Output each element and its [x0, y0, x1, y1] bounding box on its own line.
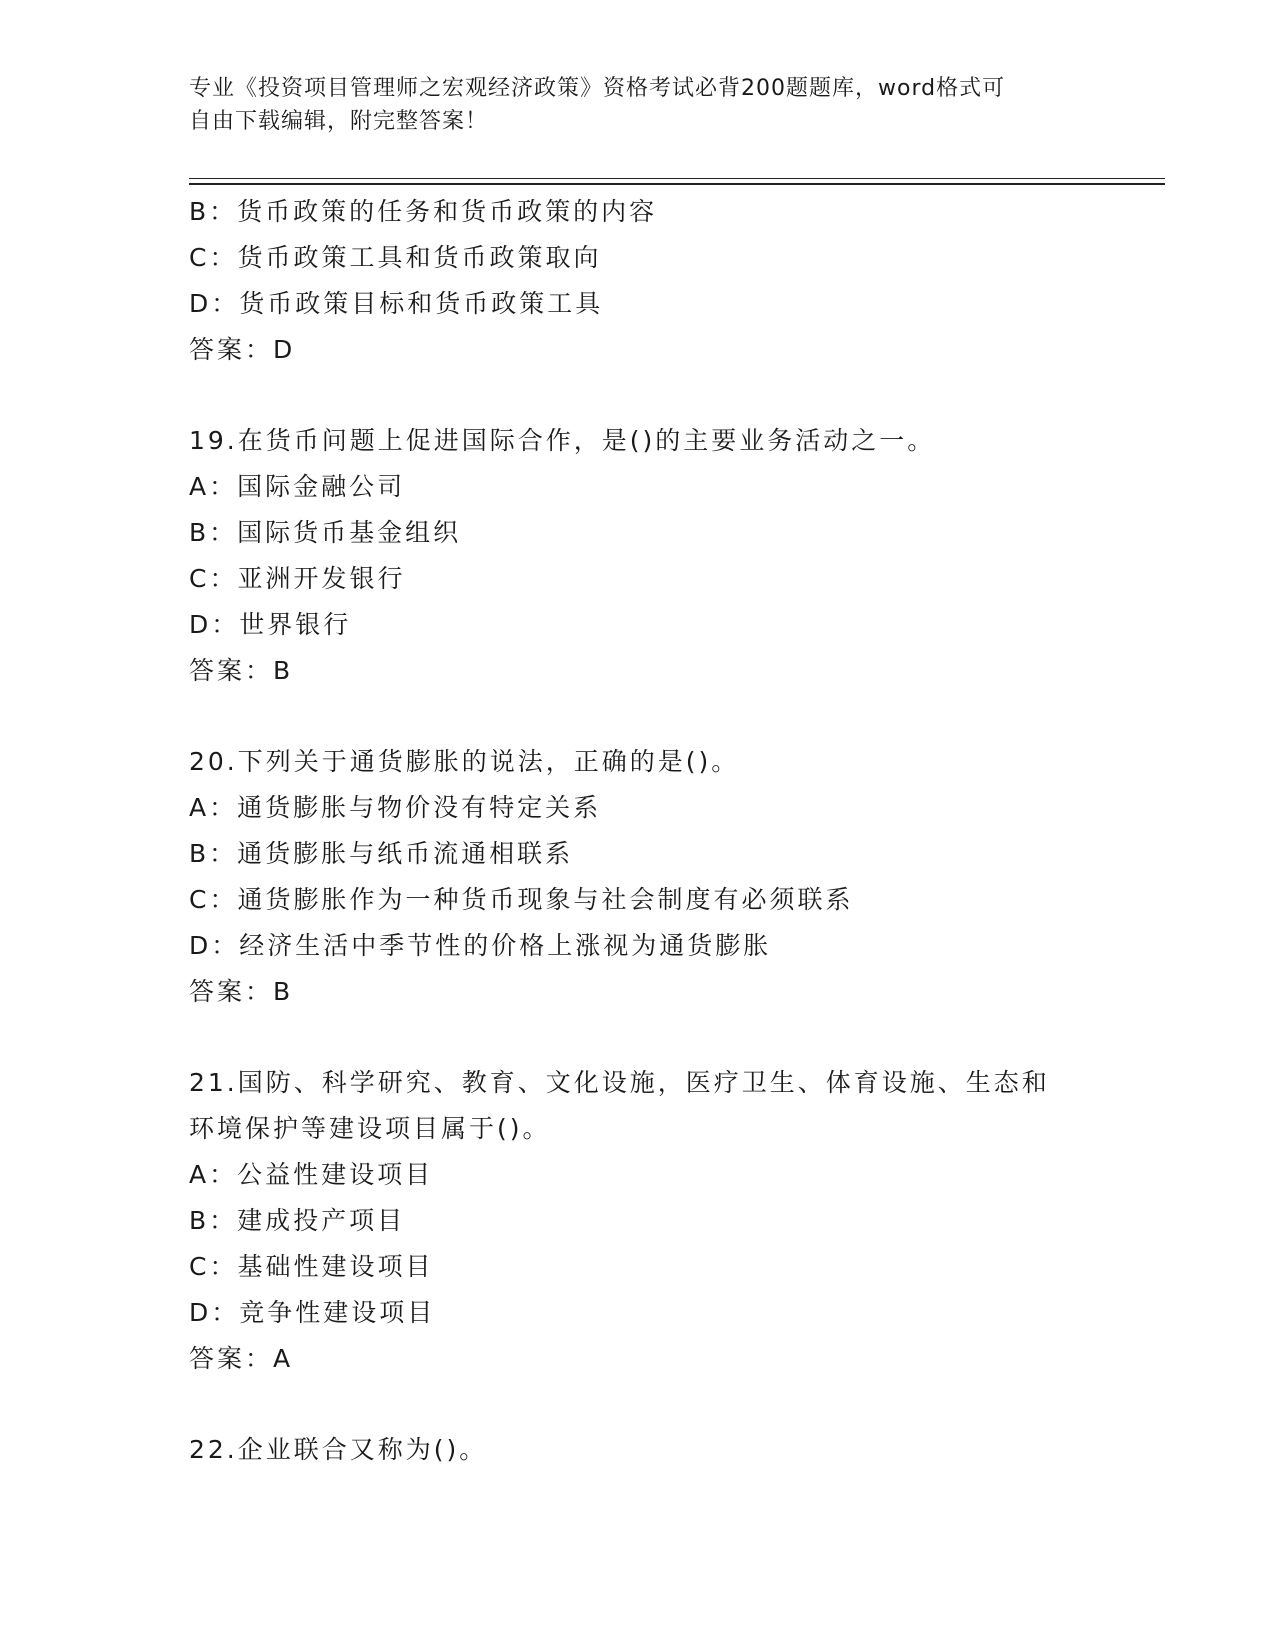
spacer — [189, 694, 1149, 739]
q20-answer: 答案：B — [189, 977, 294, 1006]
header-rule-thick — [189, 183, 1165, 185]
q19-option-d: D：世界银行 — [189, 610, 352, 639]
q20-option-a: A：通货膨胀与物价没有特定关系 — [189, 793, 602, 822]
q20-option-d: D：经济生活中季节性的价格上涨视为通货膨胀 — [189, 931, 772, 960]
q18-answer: 答案：D — [189, 335, 296, 364]
q21-option-a: A：公益性建设项目 — [189, 1160, 434, 1189]
document-header — [189, 72, 1069, 138]
q21-question-line-1: 21.国防、科学研究、教育、文化设施，医疗卫生、体育设施、生态和 — [189, 1068, 1050, 1097]
q21-answer: 答案：A — [189, 1344, 294, 1373]
q21-option-b: B：建成投产项目 — [189, 1206, 406, 1235]
spacer — [189, 1382, 1149, 1427]
q20-option-b: B：通货膨胀与纸币流通相联系 — [189, 839, 574, 868]
q21-question-line-2: 环境保护等建设项目属于()。 — [189, 1114, 551, 1143]
spacer — [189, 373, 1149, 418]
q19-answer: 答案：B — [189, 656, 294, 685]
q20-question: 20.下列关于通货膨胀的说法，正确的是()。 — [189, 747, 740, 776]
q19-question: 19.在货币问题上促进国际合作，是()的主要业务活动之一。 — [189, 426, 936, 455]
header-rule-thin — [189, 178, 1165, 179]
q21-option-c: C：基础性建设项目 — [189, 1252, 434, 1281]
q18-option-d: D：货币政策目标和货币政策工具 — [189, 289, 604, 318]
header-title-line-2: 自由下载编辑，附完整答案！ — [189, 109, 489, 134]
header-title-line-1: 专业《投资项目管理师之宏观经济政策》资格考试必背200题题库，word格式可 — [189, 76, 1006, 101]
q19-option-c: C：亚洲开发银行 — [189, 564, 406, 593]
q19-option-b: B：国际货币基金组织 — [189, 518, 462, 547]
q19-option-a: A：国际金融公司 — [189, 472, 406, 501]
question-list — [189, 189, 1149, 1473]
q20-option-c: C：通货膨胀作为一种货币现象与社会制度有必须联系 — [189, 885, 854, 914]
q18-option-b: B：货币政策的任务和货币政策的内容 — [189, 197, 658, 226]
spacer — [189, 1015, 1149, 1060]
q21-option-d: D：竞争性建设项目 — [189, 1298, 436, 1327]
q18-option-c: C：货币政策工具和货币政策取向 — [189, 243, 602, 272]
q22-question: 22.企业联合又称为()。 — [189, 1435, 488, 1464]
